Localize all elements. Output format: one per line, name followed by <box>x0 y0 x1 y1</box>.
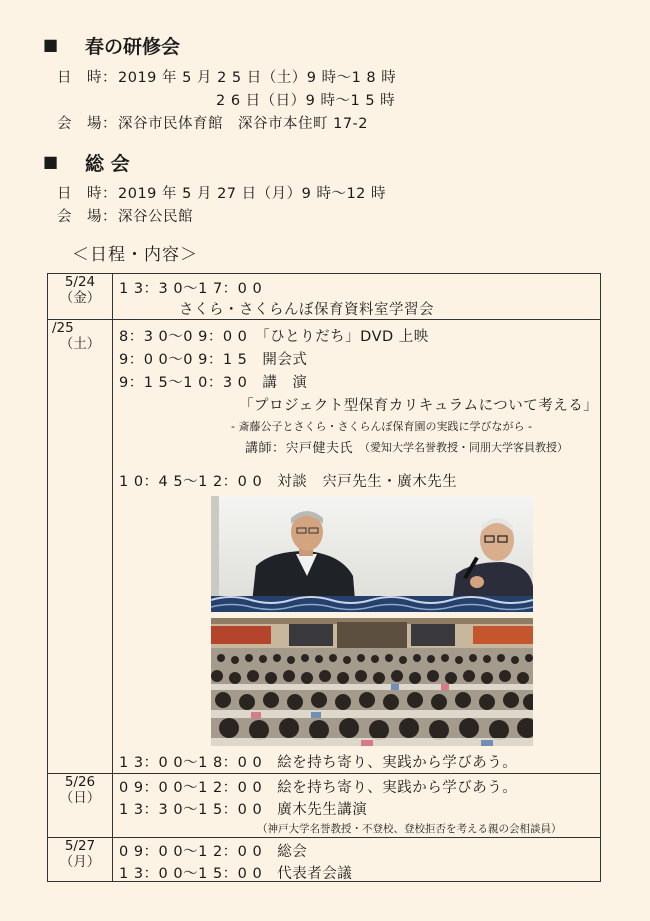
content-cell <box>113 320 601 774</box>
schedule-line: 9：1 5～1 0：3 0 講 演 <box>119 375 308 391</box>
schedule-line: 8：3 0～0 9：0 0 「ひとりだち」DVD 上映 <box>119 329 429 345</box>
spring-venue-label: 会 場： <box>57 116 117 132</box>
date-value: 5/27 <box>64 838 96 854</box>
date-cell <box>48 274 113 320</box>
spring-venue: 深谷市民体育館 深谷市本住町 17-2 <box>118 116 369 132</box>
day-of-week: （月） <box>59 854 101 870</box>
dialogue-photo <box>211 496 533 612</box>
date-cell <box>48 774 113 838</box>
general-venue: 深谷公民館 <box>118 209 193 225</box>
content-cell <box>113 774 601 838</box>
heading-bullet: ■ <box>43 35 59 54</box>
date-cell <box>48 320 113 774</box>
schedule-title: ＜日程・内容＞ <box>72 245 198 265</box>
date-cell <box>48 838 113 882</box>
schedule-line: 0 9：0 0～1 2：0 0 総会 <box>119 844 308 860</box>
spring-date-1: 2019 年 5 月 2 5 日（土）9 時～1 8 時 <box>118 70 397 86</box>
schedule-line: さくら・さくらんぼ保育資料室学習会 <box>179 302 434 318</box>
schedule-row <box>48 320 601 774</box>
schedule-row <box>48 274 601 320</box>
spring-seminar-heading: 春の研修会 <box>85 36 181 58</box>
general-date-label: 日 時： <box>57 186 117 202</box>
heading-bullet: ■ <box>43 152 59 171</box>
lecturer-title: （愛知大学名誉教授・同朋大学客員教授） <box>359 441 568 454</box>
day-of-week: （金） <box>59 290 101 306</box>
schedule-line: 0 9：0 0～1 2：0 0 絵を持ち寄り、実践から学びあう。 <box>119 780 518 796</box>
schedule-line: 1 3：0 0～1 5：0 0 代表者会議 <box>119 866 353 882</box>
general-date: 2019 年 5 月 27 日（月）9 時～12 時 <box>118 186 387 202</box>
content-cell <box>113 274 601 320</box>
day-of-week: （日） <box>59 790 101 806</box>
date-value: /25 <box>52 320 74 336</box>
audience-photo <box>211 618 533 746</box>
content-cell <box>113 838 601 882</box>
lecture-subtitle: - 斎藤公子とさくら・さくらんぼ保育園の実践に学びながら - <box>231 420 532 433</box>
schedule-row <box>48 774 601 838</box>
day-of-week: （土） <box>59 336 101 352</box>
schedule-row <box>48 838 601 882</box>
lecturer-name: 講師：宍戸健夫氏 <box>245 441 354 456</box>
lecture-title: 「プロジェクト型保育カリキュラムについて考える」 <box>239 398 599 414</box>
spring-date-label: 日 時： <box>57 70 117 86</box>
schedule-line: 1 3：3 0～1 7：0 0 <box>119 281 263 297</box>
schedule-line: 1 3：0 0～1 8：0 0 絵を持ち寄り、実践から学びあう。 <box>119 755 518 771</box>
general-venue-label: 会 場： <box>57 209 117 225</box>
schedule-line: 1 3：3 0～1 5：0 0 廣木先生講演 <box>119 802 368 818</box>
general-meeting-heading: 総 会 <box>85 153 130 175</box>
schedule-line: 9：0 0～0 9：1 5 開会式 <box>119 352 308 368</box>
date-value: 5/26 <box>64 774 96 790</box>
schedule-line: 1 0：4 5～1 2：0 0 対談 宍戸先生・廣木先生 <box>119 474 458 490</box>
spring-date-2: 2 6 日（日）9 時～1 5 時 <box>216 93 396 109</box>
date-value: 5/24 <box>64 274 96 290</box>
schedule-table <box>47 273 601 882</box>
lecturer-title: （神戸大学名誉教授・不登校、登校拒否を考える親の会相談員） <box>257 823 562 835</box>
